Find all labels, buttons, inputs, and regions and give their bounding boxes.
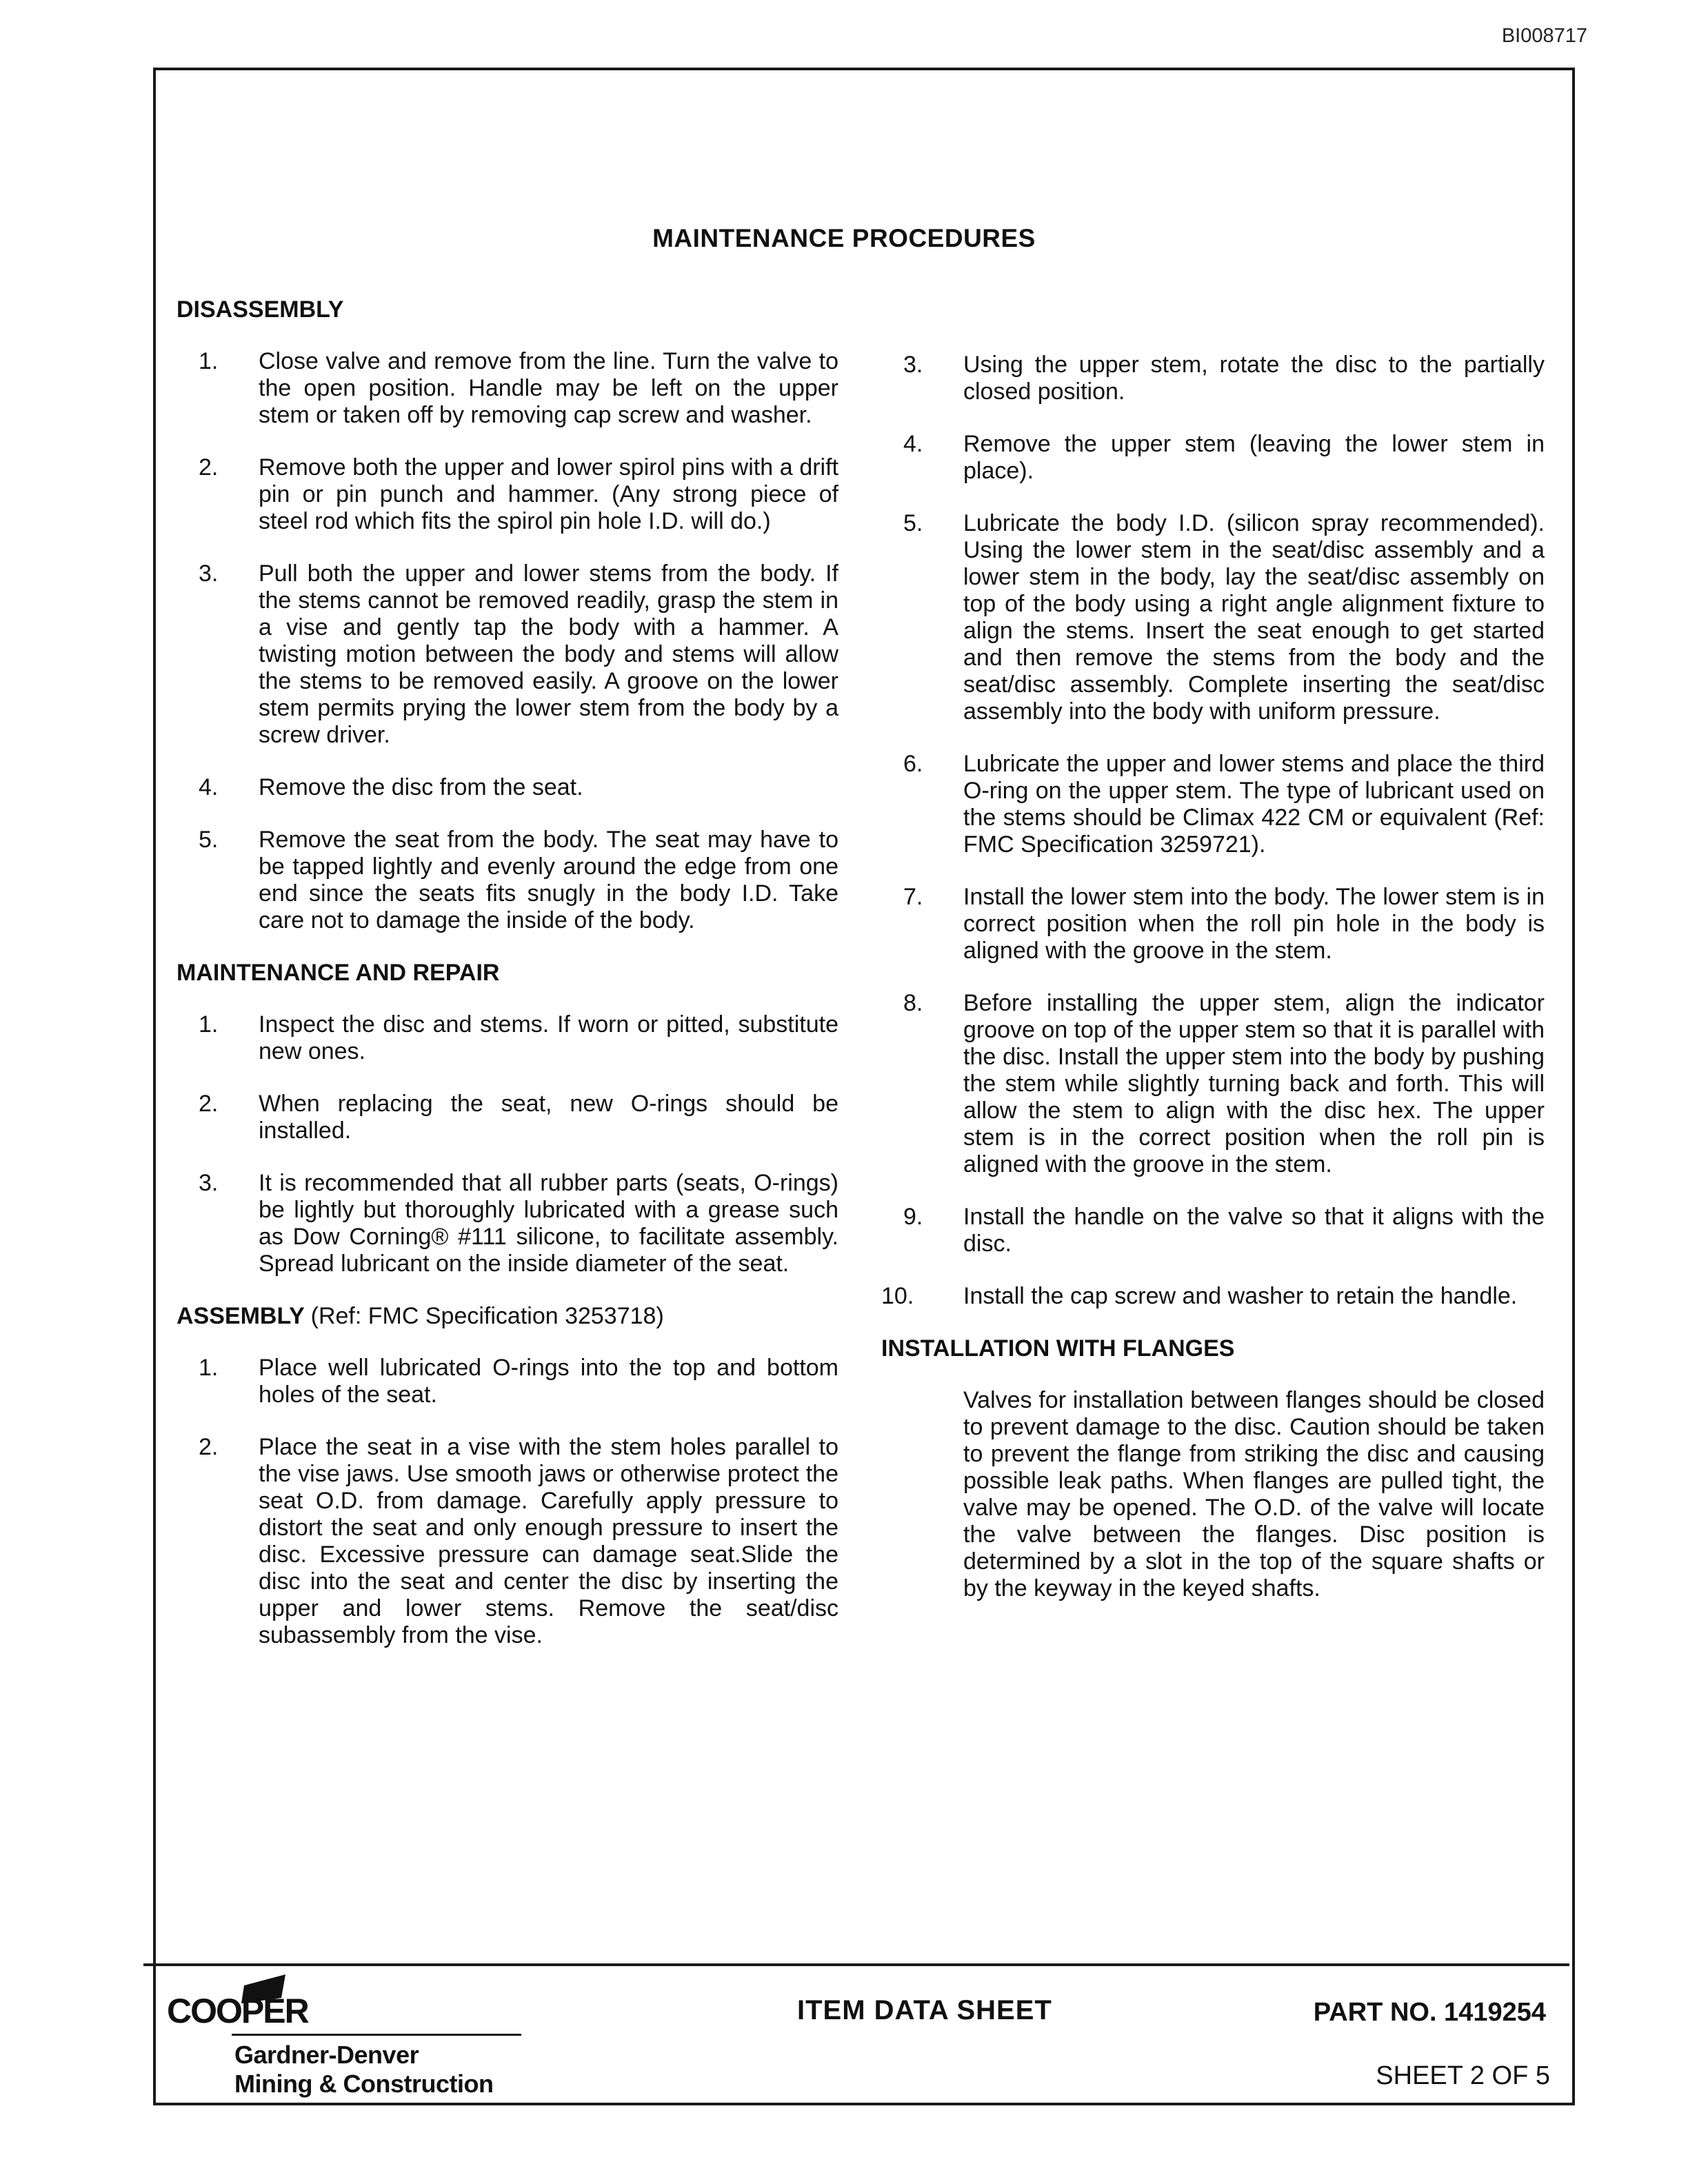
step-number: 9. [903,1204,923,1230]
step-text: Before installing the upper stem, align the indicator groove on top of the upper stem so that it is parallel with the disc. Install the upper stem into the body by pushing the stem while slightly turning back and forth. This will allow the stem to align with the disc hex. The upper stem is in the correct position when the roll pin is aligned with the groove in the stem. [963,990,1545,1177]
step-text: Remove both the upper and lower spirol pins with a drift pin or pin punch and hammer. (Any strong piece of steel rod which fits the spirol pin hole I.D. will do.) [259,454,838,534]
step-text: When replacing the seat, new O-rings should be installed. [259,1091,838,1144]
step-text: Install the handle on the valve so that it aligns with the disc. [963,1204,1545,1257]
step-number: 1. [199,1355,219,1381]
step-text: Remove the disc from the seat. [259,774,583,800]
section-heading-assembly [177,1303,838,1330]
step-number: 1. [199,1011,219,1038]
company-name [234,2041,493,2099]
step-number: 3. [199,560,219,587]
step-text: Pull both the upper and lower stems from the body. If the stems cannot be removed readily, grasp the stem in a vise and gently tap the body with a hammer. A twisting motion between the body and stems will allow the stems to be removed easily. A groove on the lower stem permits prying the lower stem from the body by a screw driver. [259,560,838,748]
list-item [177,348,838,429]
part-number: PART NO. 1419254 [1313,1998,1546,2027]
left-column [177,296,838,1675]
list-item [177,774,838,801]
sheet-title: ITEM DATA SHEET [797,1995,1052,2025]
step-text: Remove the upper stem (leaving the lower stem in place). [963,431,1545,484]
list-item [177,454,838,535]
section-heading-installation: INSTALLATION WITH FLANGES [881,1335,1235,1362]
list-item [881,751,1545,858]
list-item [177,1091,838,1144]
assembly-reference: (Ref: FMC Specification 3253718) [310,1303,664,1329]
sheet-number: SHEET 2 OF 5 [1376,2061,1550,2090]
step-number: 2. [199,454,219,481]
step-text: Using the upper stem, rotate the disc to the partially closed position. [963,352,1545,405]
step-number: 4. [199,774,219,800]
section-heading-maintenance: MAINTENANCE AND REPAIR [177,960,500,986]
page-title: MAINTENANCE PROCEDURES [652,224,1036,252]
step-number: 10. [881,1283,914,1309]
list-item [177,1170,838,1277]
step-text: Install the cap screw and washer to retain the handle. [963,1283,1518,1309]
section-heading-disassembly: DISASSEMBLY [177,296,344,323]
step-text: Inspect the disc and stems. If worn or pitted, substitute new ones. [259,1011,838,1064]
list-item [881,990,1545,1178]
document-id: BI008717 [1501,25,1587,47]
step-number: 4. [903,431,923,457]
list-item [881,1204,1545,1257]
list-item [177,1011,838,1065]
list-item [881,884,1545,964]
company-line-1: Gardner-Denver [234,2041,419,2069]
list-item [881,352,1545,405]
step-text: Close valve and remove from the line. Turn the valve to the open position. Handle may be left on the upper stem or taken off by removing cap screw and washer. [259,348,838,428]
step-number: 3. [903,352,923,378]
step-text: Install the lower stem into the body. The lower stem is in correct position when the roll pin hole in the body is aligned with the groove in the stem. [963,884,1545,964]
list-item [177,560,838,749]
step-text: It is recommended that all rubber parts (seats, O-rings) be lightly but thoroughly lubricated with a grease such as Dow Corning® #111 silicone, to facilitate assembly. Spread lubricant on the inside diameter of the seat. [259,1170,838,1277]
list-item [177,1355,838,1408]
step-number: 5. [903,510,923,536]
right-column [881,352,1545,1602]
step-number: 2. [199,1091,219,1117]
step-text: Place well lubricated O-rings into the top and bottom holes of the seat. [259,1355,838,1408]
step-number: 7. [903,884,923,910]
step-text: Place the seat in a vise with the stem holes parallel to the vise jaws. Use smooth jaws or otherwise protect the seat O.D. from damage. Carefully apply pressure to distort the seat and only enough pressure to insert the disc. Excessive pressure can damage seat.Slide the disc into the seat and center the disc by inserting the upper and lower stems. Remove the seat/disc subassembly from the vise. [259,1434,838,1648]
step-number: 8. [903,990,923,1016]
assembly-steps-right [881,352,1545,1310]
disassembly-steps [177,348,838,934]
step-number: 6. [903,751,923,777]
logo-underline [232,2034,521,2036]
list-item [177,827,838,934]
step-text: Remove the seat from the body. The seat may have to be tapped lightly and evenly around the edge from one end since the seats fits snugly in the body I.D. Take care not to damage the inside of the body. [259,827,838,933]
assembly-steps-left [177,1355,838,1649]
step-number: 1. [199,348,219,374]
footer-divider [143,1963,1569,1966]
list-item [177,1434,838,1649]
list-item [881,1283,1545,1310]
step-text: Lubricate the upper and lower stems and place the third O-ring on the upper stem. The type of lubricant used on the stems should be Climax 422 CM or equivalent (Ref: FMC Specification 3259721). [963,751,1545,858]
step-number: 5. [199,827,219,853]
list-item [881,431,1545,485]
company-line-2: Mining & Construction [234,2070,494,2098]
maintenance-steps [177,1011,838,1277]
assembly-heading-label: ASSEMBLY [177,1303,305,1329]
step-text: Lubricate the body I.D. (silicon spray recommended). Using the lower stem in the seat/disc assembly and a lower stem in the body, lay the seat/disc assembly on top of the body using a right angle alignment fixture to align the stems. Insert the seat enough to get started and then remove the stems from the body and the seat/disc assembly. Complete inserting the seat/disc assembly into the body with uniform pressure. [963,510,1545,725]
list-item [881,510,1545,725]
step-number: 3. [199,1170,219,1196]
installation-text: Valves for installation between flanges should be closed to prevent damage to the disc. Caution should be taken to prevent the flange from striking the disc and causing possible leak paths. When flanges are pulled tight, the valve may be opened. The O.D. of the valve will locate the valve between the flanges. Disc position is determined by a slot in the top of the square shafts or by the keyway in the keyed shafts. [963,1387,1545,1601]
company-logo: COOPER [167,1992,308,2030]
step-number: 2. [199,1434,219,1460]
